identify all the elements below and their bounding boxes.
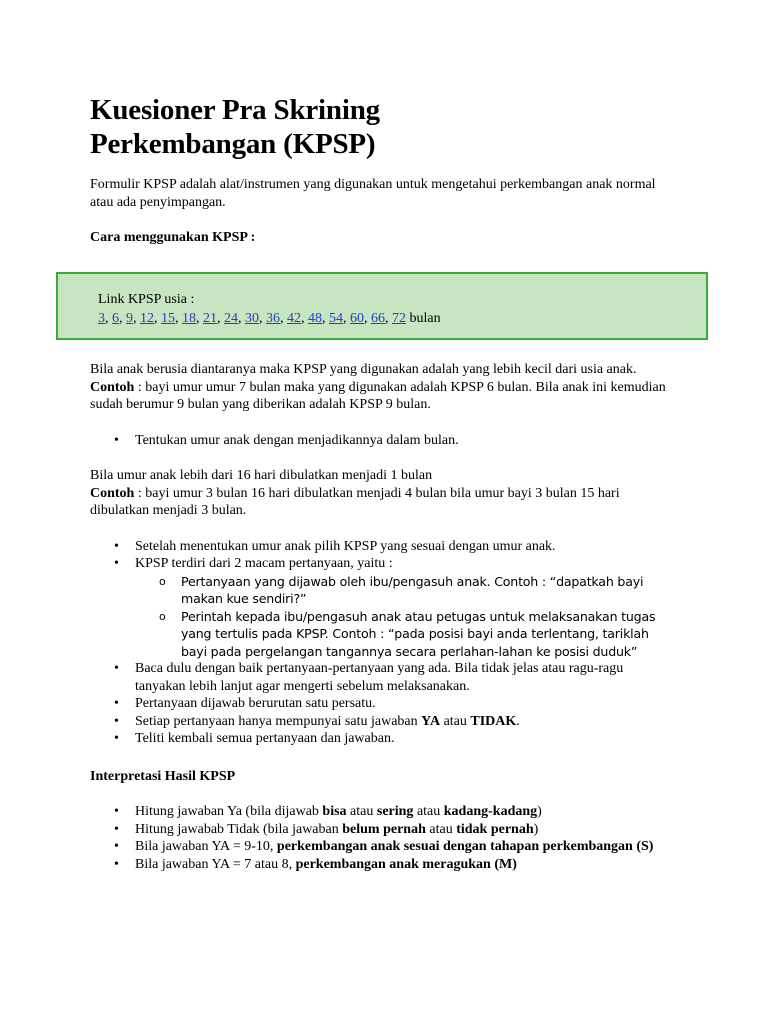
list-item-text: atau <box>440 713 471 729</box>
bold-term: belum pernah <box>342 821 426 837</box>
kpsp-link-66[interactable]: 66 <box>371 311 385 326</box>
document-header <box>90 94 690 247</box>
bold-term: bisa <box>322 804 347 819</box>
kpsp-link-72[interactable]: 72 <box>392 311 406 326</box>
kpsp-link-30[interactable]: 30 <box>245 311 259 326</box>
list-item-text: atau <box>425 821 457 837</box>
list-item: • Baca dulu dengan baik pertanyaan-pertanyaan yang ada. Bila tidak jelas atau ragu-ragu tanyakan lebih lanjut agar mengerti sebelum melaksanakan. <box>90 660 675 695</box>
kpsp-link-60[interactable]: 60 <box>350 311 364 326</box>
kpsp-link-15[interactable]: 15 <box>161 311 175 326</box>
list-item-text: ) <box>537 804 542 819</box>
age-bullet-list <box>90 432 690 450</box>
kpsp-link-3[interactable]: 3 <box>98 311 105 326</box>
kpsp-link-21[interactable]: 21 <box>203 311 217 326</box>
link-box-label: Link KPSP usia : <box>98 292 195 307</box>
rule-paragraph-1: Bila anak berusia diantaranya maka KPSP yang digunakan adalah yang lebih kecil dari usia anak. <box>90 362 637 377</box>
kpsp-link-48[interactable]: 48 <box>308 311 322 326</box>
example-text: : bayi umur 3 bulan 16 hari dibulatkan menjadi 4 bulan bila umur bayi 3 bulan 15 hari dibulatkan menjadi 3 bulan. <box>90 485 620 518</box>
list-item-text: Setiap pertanyaan hanya mempunyai satu jawaban <box>135 713 422 729</box>
list-item: • Pertanyaan dijawab berurutan satu persatu. <box>90 695 690 713</box>
list-item: • Teliti kembali semua pertanyaan dan jawaban. <box>90 730 690 748</box>
steps-bullet-list <box>90 538 690 748</box>
bold-term: perkembangan anak meragukan (M) <box>295 856 517 872</box>
sub-list <box>135 573 690 661</box>
rule-paragraph-2: Bila umur anak lebih dari 16 hari dibulatkan menjadi 1 bulan <box>90 468 433 483</box>
list-item-text: ) <box>533 821 539 837</box>
list-item <box>90 838 680 856</box>
list-item-text: atau <box>413 804 444 819</box>
list-item <box>90 856 690 874</box>
answer-ya: YA <box>421 713 441 729</box>
list-item-text: Hitung jawaban Ya (bila dijawab <box>135 804 323 819</box>
heading-text: Interpretasi Hasil KPSP <box>90 768 236 784</box>
kpsp-link-42[interactable]: 42 <box>287 311 301 326</box>
bold-term: sering <box>376 804 414 819</box>
list-item-text: atau <box>346 804 377 819</box>
sub-list-item: o Pertanyaan yang dijawab oleh ibu/pengasuh anak. Contoh : “dapatkah bayi makan kue sendiri?” <box>90 573 677 608</box>
example-text: : bayi umur umur 7 bulan maka yang digunakan adalah KPSP 6 bulan. Bila anak ini kemudian sudah berumur 9 bulan yang diberikan adalah KPSP 9 bulan. <box>90 379 666 412</box>
kpsp-link-18[interactable]: 18 <box>182 311 196 326</box>
kpsp-link-54[interactable]: 54 <box>329 311 343 326</box>
intro-paragraph: Formulir KPSP adalah alat/instrumen yang digunakan untuk mengetahui perkembangan anak normal atau ada penyimpangan. <box>90 177 656 210</box>
document-body <box>90 361 690 873</box>
interpretation-list <box>90 803 690 873</box>
kpsp-link-box <box>56 272 708 340</box>
sub-list-item: o Perintah kepada ibu/pengasuh anak atau petugas untuk melaksanakan tugas yang tertulis pada KPSP. Contoh : “pada posisi bayi anda terlentang, tariklah bayi pada pergelangan tangannya secara perlahan-lahan ke posisi duduk” <box>90 608 677 661</box>
list-item <box>90 555 690 660</box>
link-box-suffix: bulan <box>406 311 441 326</box>
bold-term: kadang-kadang <box>443 804 538 819</box>
kpsp-link-12[interactable]: 12 <box>140 311 154 326</box>
kpsp-link-24[interactable]: 24 <box>224 311 238 326</box>
kpsp-link-36[interactable]: 36 <box>266 311 280 326</box>
bold-term: perkembangan anak sesuai dengan tahapan perkembangan (S) <box>276 839 654 854</box>
example-label: Contoh <box>90 485 135 501</box>
list-item <box>90 713 690 731</box>
list-item <box>90 821 690 839</box>
bold-term: tidak pernah <box>456 821 534 837</box>
list-item-text: Bila jawaban YA = 9-10, <box>135 839 277 854</box>
list-item: • Setelah menentukan umur anak pilih KPSP yang sesuai dengan umur anak. <box>90 538 690 556</box>
list-item-text: Hitung jawabab Tidak (bila jawaban <box>135 821 343 837</box>
kpsp-link-9[interactable]: 9 <box>126 311 133 326</box>
list-item-text: KPSP terdiri dari 2 macam pertanyaan, yaitu : <box>135 556 393 571</box>
example-label: Contoh <box>90 379 135 395</box>
answer-tidak: TIDAK <box>470 713 517 729</box>
example-paragraph-1 <box>90 379 670 414</box>
link-box-links: 3, 6, 9, 12, 15, 18, 21, 24, 30, 36, 42, 48, 54, 60, 66, 72 bulan <box>98 311 441 326</box>
section-heading-interpretasi <box>90 768 690 786</box>
list-item <box>90 803 690 821</box>
kpsp-link-6[interactable]: 6 <box>112 311 119 326</box>
list-item-text: . <box>516 713 520 729</box>
example-paragraph-2 <box>90 485 670 520</box>
list-item: • Tentukan umur anak dengan menjadikannya dalam bulan. <box>90 432 690 450</box>
page-title: Kuesioner Pra Skrining Perkembangan (KPSP) <box>90 94 380 160</box>
list-item-text: Bila jawaban YA = 7 atau 8, <box>135 856 296 872</box>
section-heading-cara: Cara menggunakan KPSP : <box>90 230 256 245</box>
